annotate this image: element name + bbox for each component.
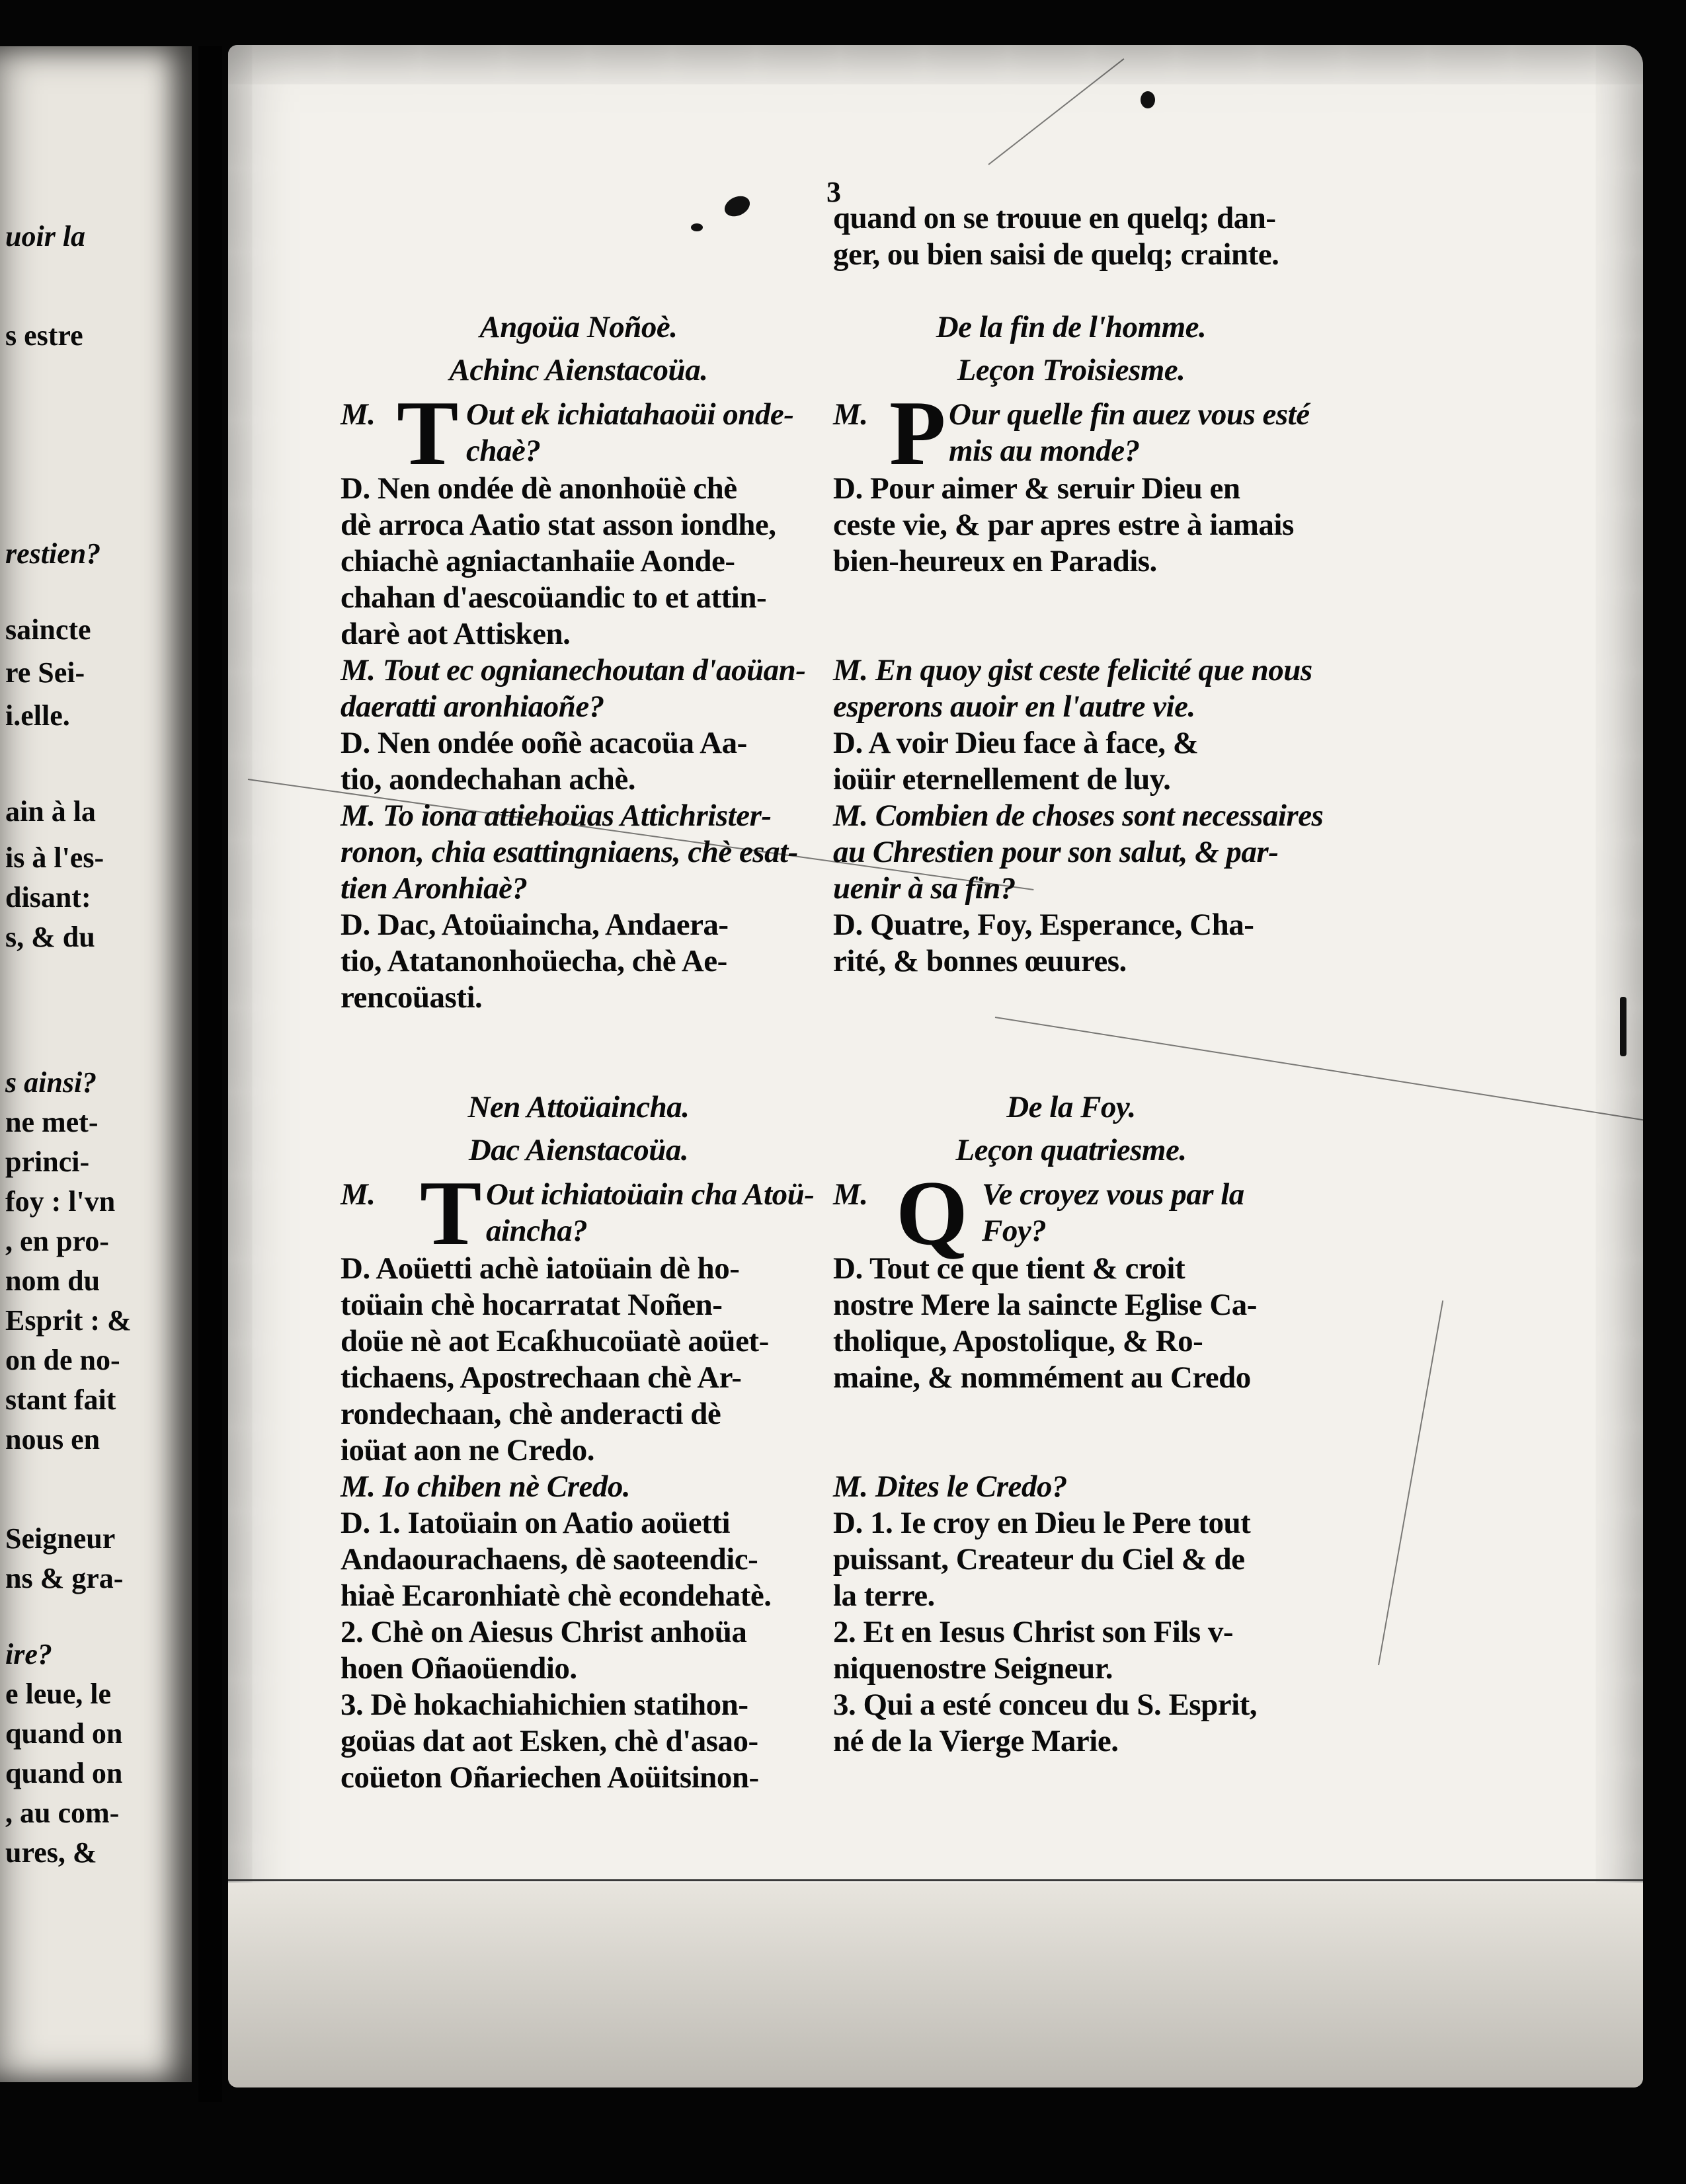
left-page-fragment: s ainsi? — [5, 1066, 97, 1099]
text-line: rondechaan, chè anderacti dè — [341, 1397, 721, 1431]
ink-blot — [721, 192, 753, 220]
text-line: puissant, Createur du Ciel & de — [833, 1542, 1245, 1577]
question-text: mis au monde? — [949, 434, 1140, 468]
text-line: D. Nen ondée ooñè acacoüa Aa- — [341, 726, 747, 760]
text-line: Andaourachaens, dè saoteendic- — [341, 1542, 758, 1577]
lesson-four-huron — [341, 1089, 817, 1796]
left-page-fragment: uoir la — [5, 220, 86, 253]
lesson-four-french — [833, 1089, 1309, 1760]
left-page-fragment: ures, & — [5, 1836, 97, 1869]
ink-speck — [1141, 91, 1155, 108]
left-page-fragment: Seigneur — [5, 1522, 116, 1555]
left-page-fragment: stant fait — [5, 1384, 116, 1416]
question-block — [341, 798, 817, 907]
text-line: tio, aondechahan achè. — [341, 762, 635, 797]
text-line: 3. Dè hokachiahichien statihon- — [341, 1688, 748, 1722]
answer-block — [833, 907, 1309, 980]
question-text: Our quelle fin auez vous esté — [949, 397, 1310, 432]
section-title: De la Foy. — [1006, 1090, 1136, 1124]
text-line: quand on se trouue en quelq; dan- — [833, 201, 1276, 235]
text-line: M. Combien de choses sont necessaires — [833, 799, 1324, 833]
answer-block — [833, 725, 1309, 798]
continuation-text — [833, 200, 1309, 273]
section-subtitle: Leçon Troisiesme. — [957, 353, 1185, 387]
question-text: Foy? — [982, 1214, 1047, 1248]
section-subtitle: Achinc Aienstacoüa. — [449, 353, 708, 387]
drop-capital: T — [420, 1162, 482, 1265]
left-page-fragment: princi- — [5, 1146, 90, 1178]
text-line: niquenostre Seigneur. — [833, 1651, 1113, 1686]
answer-block — [341, 1251, 817, 1469]
text-line: uenir à sa fin? — [833, 871, 1016, 906]
page-number: 3 — [826, 176, 841, 208]
text-line: hoen Oñaoüendio. — [341, 1651, 577, 1686]
left-page-fragment: disant: — [5, 881, 91, 914]
question-block — [833, 652, 1312, 725]
lower-margin — [228, 1883, 1643, 2087]
drop-capital: Q — [896, 1162, 968, 1265]
text-line: nostre Mere la saincte Eglise Ca- — [833, 1288, 1257, 1322]
text-line: darè aot Attisken. — [341, 617, 571, 651]
text-line: 2. Et en Iesus Christ son Fils v- — [833, 1615, 1234, 1649]
left-page-fragment: nom du — [5, 1265, 100, 1297]
left-page-fragment: s, & du — [5, 921, 95, 953]
text-line: tichaens, Apostrechaan chè Ar- — [341, 1360, 742, 1395]
question-block — [833, 1162, 1309, 1265]
lesson-three-huron — [341, 309, 817, 1016]
text-line: M. Io chiben nè Credo. — [341, 1469, 631, 1504]
answer-block — [341, 725, 817, 798]
answer-block — [833, 1251, 1309, 1396]
left-page-fragment: ain à la — [5, 795, 96, 828]
question-text: Out ek ichiatahaoüi onde- — [466, 397, 794, 432]
text-line: rencoüasti. — [341, 980, 483, 1015]
section-title: Nen Attoüaincha. — [467, 1090, 690, 1124]
left-page-fragment: e leue, le — [5, 1678, 112, 1710]
text-line: esperons auoir en l'autre vie. — [833, 689, 1195, 724]
left-page-fragment: restien? — [5, 537, 101, 570]
text-line: goüas dat aot Esken, chè d'asao- — [341, 1724, 758, 1758]
scratch-line — [988, 58, 1124, 165]
question-text: chaè? — [466, 434, 541, 468]
answer-block — [341, 1505, 817, 1796]
answer-block — [341, 907, 817, 1016]
text-line: coüeton Oñariechen Aoüitsinon- — [341, 1760, 759, 1795]
left-page-fragment: i.elle. — [5, 699, 70, 732]
text-line: D. Aoüetti achè iatoüain dè ho- — [341, 1251, 740, 1286]
text-line: bien-heureux en Paradis. — [833, 544, 1157, 578]
question-block — [341, 382, 817, 485]
question-label: M. — [833, 1177, 868, 1212]
left-page-fragment: foy : l'vn — [5, 1185, 116, 1218]
page-edge-rule — [228, 1879, 1643, 1881]
section-title: De la fin de l'homme. — [936, 310, 1207, 344]
text-line: maine, & nommément au Credo — [833, 1360, 1251, 1395]
question-label: M. — [341, 397, 376, 432]
left-page-fragment: quand on — [5, 1717, 123, 1750]
text-line: 2. Chè on Aiesus Christ anhoüa — [341, 1615, 747, 1649]
question-block — [341, 652, 817, 725]
text-line: rité, & bonnes œuures. — [833, 944, 1127, 978]
left-page-fragment: ire? — [5, 1638, 52, 1670]
ink-mark — [1620, 997, 1626, 1056]
left-page-fragment: ne met- — [5, 1106, 99, 1138]
left-page-fragment: on de no- — [5, 1344, 120, 1376]
answer-block — [341, 471, 817, 652]
text-line: la terre. — [833, 1579, 935, 1613]
text-line: ioüat aon ne Credo. — [341, 1433, 594, 1467]
text-line: né de la Vierge Marie. — [833, 1724, 1119, 1758]
question-text: Ve croyez vous par la — [982, 1177, 1244, 1212]
text-line: tio, Atatanonhoüecha, chè Ae- — [341, 944, 727, 978]
text-line: tholique, Apostolique, & Ro- — [833, 1324, 1203, 1358]
question-block — [833, 1469, 1309, 1505]
text-line: D. Dac, Atoüaincha, Andaera- — [341, 908, 729, 942]
left-facing-page — [0, 46, 192, 2082]
left-page-fragment: ns & gra- — [5, 1562, 124, 1594]
question-block — [341, 1162, 817, 1265]
left-page-fragment: Esprit : & — [5, 1304, 132, 1337]
text-line: au Chrestien pour son salut, & par- — [833, 835, 1279, 869]
question-text: aincha? — [486, 1214, 588, 1248]
text-line: ronon, chia esattingniaens, chè esat- — [341, 835, 798, 869]
left-page-fragment: nous en — [5, 1423, 100, 1456]
text-line: 3. Qui a esté conceu du S. Esprit, — [833, 1688, 1258, 1722]
drop-capital: P — [889, 382, 946, 485]
text-line: daeratti aronhiaoñe? — [341, 689, 604, 724]
text-line: ceste vie, & par apres estre à iamais — [833, 508, 1294, 542]
text-line: M. Tout ec ognianechoutan d'aoüan- — [341, 653, 806, 687]
left-page-fragment: quand on — [5, 1757, 123, 1789]
text-line: ger, ou bien saisi de quelq; crainte. — [833, 237, 1279, 272]
question-block — [833, 382, 1310, 485]
left-page-fragment: is à l'es- — [5, 841, 104, 874]
question-label: M. — [833, 397, 868, 432]
section-subtitle: Dac Aienstacoüa. — [468, 1133, 689, 1167]
text-line: M. To iona attiehoüas Attichrister- — [341, 799, 772, 833]
left-page-fragment: , en pro- — [5, 1225, 109, 1257]
text-line: chiachè agniactanhaiie Aonde- — [341, 544, 735, 578]
scratch-line — [1378, 1300, 1443, 1665]
ink-blot — [691, 223, 703, 231]
left-page-fragment: re Sei- — [5, 656, 85, 689]
text-line: D. 1. Ie croy en Dieu le Pere tout — [833, 1506, 1251, 1540]
question-block — [341, 1469, 817, 1505]
question-block — [833, 798, 1324, 907]
text-line: ioüir eternellement de luy. — [833, 762, 1171, 797]
section-subtitle: Leçon quatriesme. — [955, 1133, 1187, 1167]
left-page-fragment: , au com- — [5, 1797, 120, 1829]
text-line: M. En quoy gist ceste felicité que nous — [833, 653, 1312, 687]
text-line: chahan d'aescoüandic to et attin- — [341, 580, 767, 615]
text-line: toüain chè hocarratat Noñen- — [341, 1288, 723, 1322]
text-line: D. Nen ondée dè anonhoüè chè — [341, 471, 737, 506]
answer-block — [833, 471, 1309, 580]
left-page-fragment: s estre — [5, 319, 83, 352]
lesson-three-french — [833, 309, 1324, 980]
text-line: M. Dites le Credo? — [833, 1469, 1067, 1504]
main-page — [228, 45, 1643, 2087]
section-title: Angoüa Noñoè. — [479, 310, 678, 344]
text-line: dè arroca Aatio stat asson iondhe, — [341, 508, 776, 542]
answer-block — [833, 1505, 1309, 1760]
text-line: D. Tout ce que tient & croit — [833, 1251, 1185, 1286]
text-line: tien Aronhiaè? — [341, 871, 528, 906]
book-gutter — [198, 46, 222, 2102]
drop-capital: T — [397, 382, 459, 485]
question-label: M. — [341, 1177, 376, 1212]
text-line: doüe nè aot Ecaƙhucoüatè aoüet- — [341, 1324, 769, 1358]
text-line: D. 1. Iatoüain on Aatio aoüetti — [341, 1506, 731, 1540]
text-line: D. Pour aimer & seruir Dieu en — [833, 471, 1240, 506]
text-line: D. Quatre, Foy, Esperance, Cha- — [833, 908, 1254, 942]
left-page-fragment: saincte — [5, 613, 91, 646]
text-line: hiaè Ecaronhiatè chè econdehatè. — [341, 1579, 772, 1613]
text-line: D. A voir Dieu face à face, & — [833, 726, 1199, 760]
question-text: Out ichiatoüain cha Atoü- — [486, 1177, 815, 1212]
